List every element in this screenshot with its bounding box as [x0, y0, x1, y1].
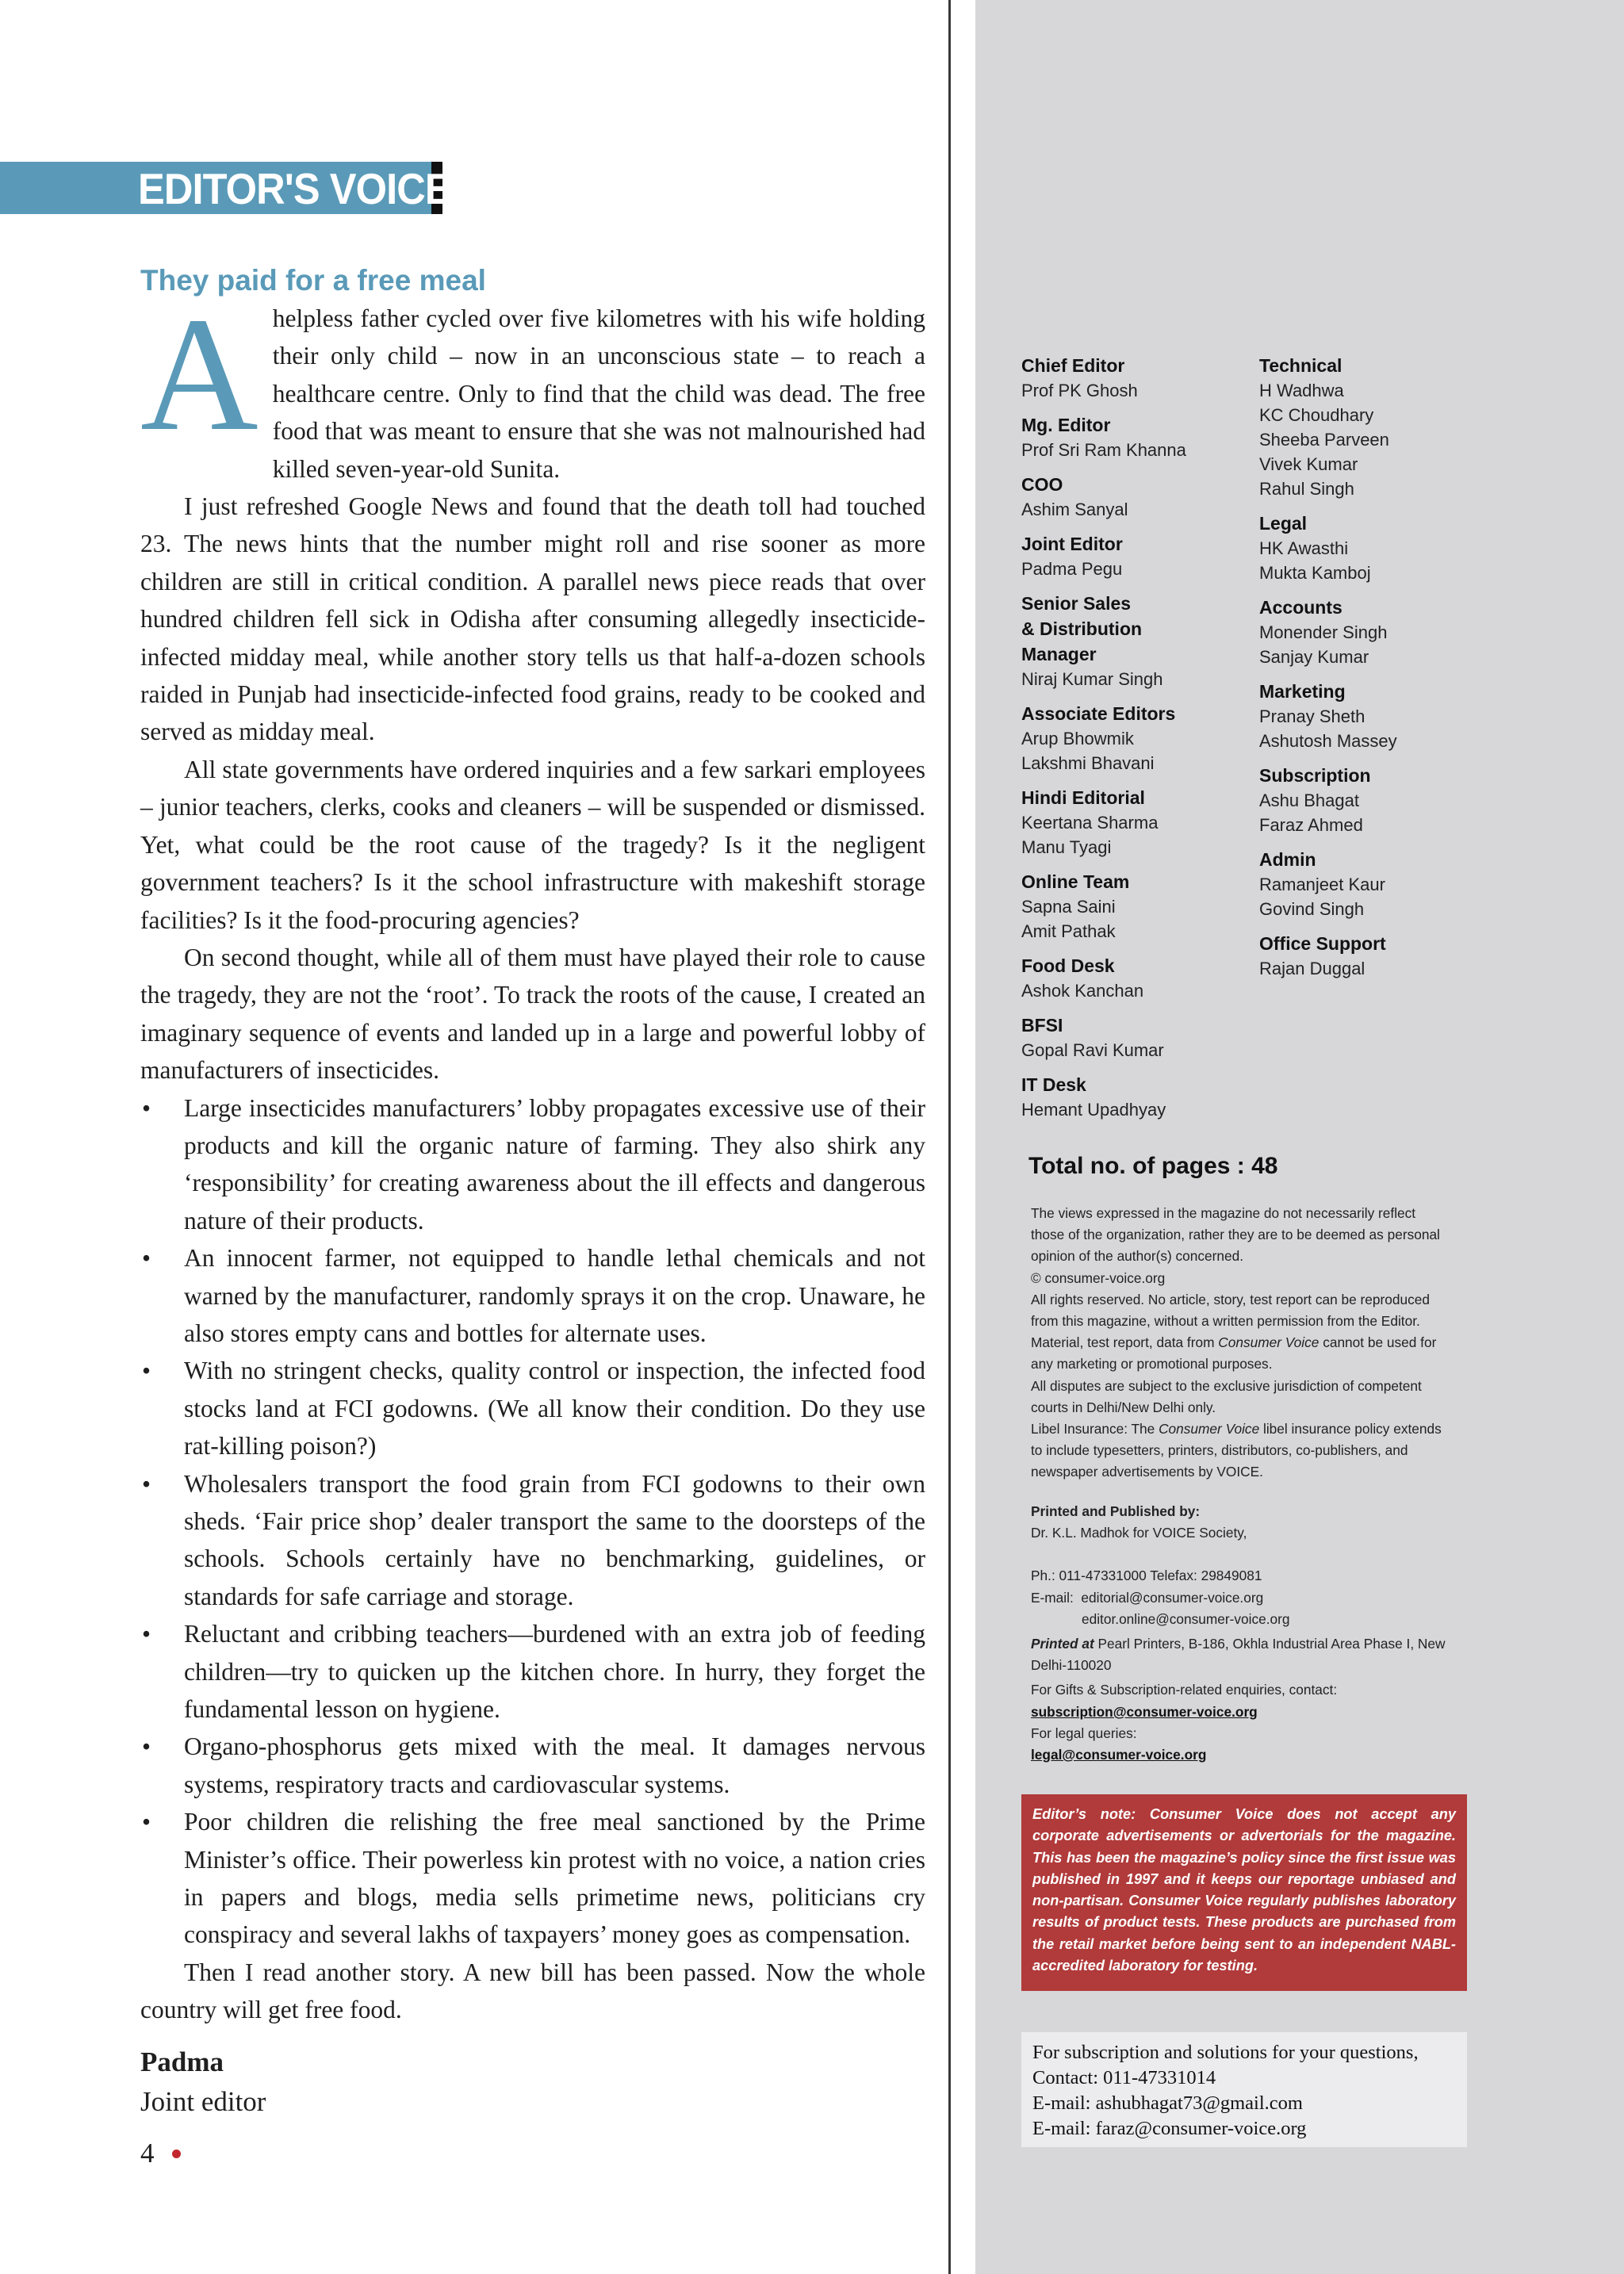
printed-at-label: Printed at	[1031, 1636, 1094, 1652]
email-link-online[interactable]: editor.online@consumer-voice.org	[1082, 1610, 1290, 1627]
masthead-role: Associate Editors	[1021, 703, 1176, 724]
masthead-role: Senior Sales & Distribution Manager	[1021, 593, 1143, 664]
masthead-role: Hindi Editorial	[1021, 787, 1145, 808]
bullet-icon: •	[142, 1093, 151, 1122]
disclaimer-disputes: All disputes are subject to the exclusive jurisdiction of competent courts in Delhi/New Delhi only.	[1031, 1377, 1422, 1415]
masthead-role: Legal	[1259, 513, 1308, 534]
masthead-group	[1021, 472, 1251, 522]
editors-note: Editor’s note: Consumer Voice does not accept any corporate advertisements or advertorials for the magazine. This has been the magazine’s policy since the first issue was published in 1997 and it keeps our reportage unbiased and non-partisan. Consumer Voice regularly publishes laboratory results of product tests. These products are purchased from the retail market before being sent to an independent NABL-accredited laboratory for testing.	[1021, 1794, 1467, 1991]
contact-email[interactable]: E-mail: faraz@consumer-voice.org	[1032, 2118, 1307, 2139]
masthead-role: Marketing	[1259, 681, 1346, 702]
article-paragraph: helpless father cycled over five kilometres with his wife holding their only child – now in an unconscious state – to reach a healthcare centre. Only to find that the child was dead. The free food that was meant to ensure that she was not malnourished had killed seven-year-old Sunita.	[272, 304, 925, 483]
masthead-name: Mukta Kamboj	[1259, 563, 1371, 583]
list-item	[140, 1465, 925, 1616]
masthead-name: Rajan Duggal	[1259, 959, 1365, 978]
disclaimer-copyright: © consumer-voice.org	[1031, 1269, 1166, 1286]
masthead-role: Subscription	[1259, 765, 1371, 786]
contact-phone: Contact: 011-47331014	[1032, 2067, 1216, 2088]
list-item-text: With no stringent checks, quality control or inspection, the infected food stocks land at FCI godowns. (We all know their condition. Do they use rat-killing poison?)	[184, 1357, 925, 1460]
masthead-role: Chief Editor	[1021, 355, 1125, 376]
masthead-group	[1021, 1072, 1251, 1122]
masthead-role: Technical	[1259, 355, 1342, 376]
rights-emphasis: Consumer Voice	[1218, 1334, 1320, 1351]
masthead-name: Sanjay Kumar	[1259, 647, 1369, 667]
masthead-right-column	[1259, 353, 1489, 990]
masthead-role: Office Support	[1259, 933, 1386, 954]
masthead-left-column	[1021, 353, 1251, 1131]
masthead-role: Online Team	[1021, 871, 1130, 892]
article-paragraph: I just refreshed Google News and found that the death toll had touched 23. The news hints that the number might roll and rise sooner as more children are still in critical condition. A parallel news piece reads that over hundred children fell sick in Odisha after consuming allegedly insecticide-infected midday meal, while another story tells us that half-a-dozen schools raided in Punjab had insecticide-infected food grains, ready to be cooked and served as midday meal.	[140, 492, 925, 746]
masthead-name: Niraj Kumar Singh	[1021, 669, 1163, 689]
list-item	[140, 1089, 925, 1240]
masthead-name: Ashok Kanchan	[1021, 981, 1144, 1001]
masthead-role: BFSI	[1021, 1015, 1063, 1036]
list-item	[140, 1352, 925, 1464]
masthead-group	[1259, 763, 1489, 837]
email-link-editorial[interactable]: editorial@consumer-voice.org	[1081, 1589, 1264, 1606]
article-paragraph: All state governments have ordered inquiries and a few sarkari employees – junior teachers, clerks, cooks and cleaners – will be suspended or dismissed. Yet, what could be the root cause of the tragedy? Is it the negligent government teachers? Is it the school infrastructure with makeshift storage facilities? Is it the food-procuring agencies?	[140, 755, 925, 934]
contact-line: For subscription and solutions for your questions,	[1032, 2042, 1419, 2063]
bullet-icon: •	[142, 1732, 151, 1761]
bullet-icon: •	[142, 1469, 151, 1498]
list-item	[140, 1615, 925, 1728]
email-label: E-mail:	[1031, 1589, 1074, 1606]
disclaimer-libel	[1031, 1418, 1451, 1483]
rights-text-end: cannot be used for any marketing or promotional purposes.	[1031, 1334, 1437, 1372]
masthead-role: Accounts	[1259, 597, 1342, 618]
masthead-name: Arup Bhowmik	[1021, 729, 1134, 748]
masthead-name: Padma Pegu	[1021, 559, 1123, 579]
subscription-email-link[interactable]: subscription@consumer-voice.org	[1031, 1703, 1258, 1720]
masthead-name: Ramanjeet Kaur	[1259, 875, 1385, 894]
cause-list	[140, 1089, 925, 1954]
legal-label: For legal queries:	[1031, 1725, 1137, 1741]
printed-published-label: Printed and Published by:	[1031, 1503, 1201, 1519]
masthead-name: Monender Singh	[1259, 622, 1388, 642]
masthead-name: Ashim Sanyal	[1021, 500, 1128, 519]
masthead-group	[1021, 785, 1251, 859]
masthead-name: KC Choudhary	[1259, 405, 1374, 425]
disclaimer-views: The views expressed in the magazine do not necessarily reflect those of the organization, rather they are to be deemed as personal opinion of the author(s) concerned.	[1031, 1205, 1440, 1265]
masthead-name: Vivek Kumar	[1259, 454, 1358, 474]
page-dot-icon	[172, 2150, 181, 2158]
article-headline: They paid for a free meal	[140, 264, 486, 297]
signature-role: Joint editor	[140, 2086, 266, 2117]
signature-name: Padma	[140, 2046, 224, 2077]
email-line	[1031, 1587, 1459, 1609]
section-title: EDITOR'S VOICE	[138, 164, 451, 213]
disclaimer	[1031, 1203, 1451, 1483]
spacer	[1031, 1544, 1459, 1565]
bullet-icon: •	[142, 1620, 151, 1648]
total-pages: Total no. of pages : 48	[1028, 1153, 1278, 1179]
masthead-role: Mg. Editor	[1021, 415, 1111, 435]
masthead-group	[1259, 931, 1489, 981]
masthead-role: COO	[1021, 474, 1063, 495]
list-item	[140, 1803, 925, 1954]
list-item-text: An innocent farmer, not equipped to handle lethal chemicals and not warned by the manufacturer, randomly sprays it on the crop. Unaware, he also stores empty cans and bottles for alternate uses.	[184, 1244, 925, 1347]
contact-email[interactable]: E-mail: ashubhagat73@gmail.com	[1032, 2092, 1303, 2114]
masthead-name: Pranay Sheth	[1259, 706, 1365, 726]
article-closing: Then I read another story. A new bill has been passed. Now the whole country will get free food.	[140, 1958, 925, 2024]
masthead-name: Amit Pathak	[1021, 921, 1116, 941]
masthead-group	[1259, 595, 1489, 669]
phone-line: Ph.: 011-47331000 Telefax: 29849081	[1031, 1568, 1262, 1584]
masthead-name: Faraz Ahmed	[1259, 815, 1363, 835]
masthead-role: IT Desk	[1021, 1074, 1086, 1095]
masthead-group	[1021, 1013, 1251, 1062]
bullet-icon: •	[142, 1244, 151, 1273]
list-item	[140, 1728, 925, 1803]
list-item-text: Reluctant and cribbing teachers—burdened with an extra job of feeding children—try to quicken up the kitchen chore. In hurry, they forget the fundamental lesson on hygiene.	[184, 1620, 925, 1724]
masthead-name: Lakshmi Bhavani	[1021, 753, 1155, 773]
masthead-group	[1259, 847, 1489, 921]
drop-cap: A	[140, 283, 259, 465]
legal-email-link[interactable]: legal@consumer-voice.org	[1031, 1747, 1207, 1763]
masthead-group	[1021, 353, 1251, 403]
masthead-name: Hemant Upadhyay	[1021, 1100, 1166, 1120]
masthead-group	[1021, 412, 1251, 462]
gifts-label: For Gifts & Subscription-related enquiries, contact:	[1031, 1682, 1338, 1698]
masthead-group	[1021, 869, 1251, 944]
masthead-name: Prof Sri Ram Khanna	[1021, 440, 1186, 460]
masthead-role: Joint Editor	[1021, 534, 1123, 554]
masthead-group	[1021, 953, 1251, 1003]
contact-box	[1021, 2032, 1467, 2147]
printed-published-by: Dr. K.L. Madhok for VOICE Society,	[1031, 1525, 1247, 1541]
printed-at-line	[1031, 1633, 1459, 1676]
masthead-group	[1259, 511, 1489, 585]
article-body	[140, 283, 925, 2029]
masthead-group	[1021, 701, 1251, 775]
list-item-text: Wholesalers transport the food grain from FCI godowns to their own sheds. ‘Fair price shop’ dealer transport the same to the doorsteps of the schools. Schools certainly have no benchmarking, guidelines, or standards for safe carriage and storage.	[184, 1469, 925, 1610]
masthead-group	[1021, 591, 1251, 691]
masthead-name: Keertana Sharma	[1021, 813, 1159, 833]
masthead-role: Admin	[1259, 849, 1316, 870]
libel-emphasis: Consumer Voice	[1159, 1421, 1260, 1438]
masthead-role: Food Desk	[1021, 955, 1115, 976]
printed-at-address: Pearl Printers, B-186, Okhla Industrial Area Phase I, New Delhi-110020	[1031, 1636, 1446, 1674]
page-number: 4	[140, 2138, 155, 2169]
masthead-group	[1259, 353, 1489, 501]
masthead-name: H Wadhwa	[1259, 381, 1344, 400]
masthead-group	[1021, 531, 1251, 581]
masthead-name: Manu Tyagi	[1021, 837, 1112, 857]
list-item-text: Organo-phosphorus gets mixed with the meal. It damages nervous systems, respiratory tracts and cardiovascular systems.	[184, 1732, 925, 1798]
masthead-group	[1259, 679, 1489, 753]
libel-text-end: libel insurance policy extends to include typesetters, printers, distributors, co-publishers, and newspaper advertisements by VOICE.	[1031, 1421, 1442, 1480]
column-divider	[948, 0, 951, 2274]
disclaimer-rights	[1031, 1289, 1451, 1376]
article-paragraph: On second thought, while all of them must have played their role to cause the tragedy, they are not the ‘root’. To track the roots of the cause, I created an imaginary sequence of events and landed up in a large and powerful lobby of manufacturers of insecticides.	[140, 943, 925, 1085]
bullet-icon: •	[142, 1808, 151, 1836]
masthead-name: HK Awasthi	[1259, 538, 1349, 558]
bullet-icon: •	[142, 1357, 151, 1385]
masthead-name: Gopal Ravi Kumar	[1021, 1040, 1164, 1060]
masthead-name: Sapna Saini	[1021, 897, 1116, 917]
masthead-name: Ashu Bhagat	[1259, 791, 1359, 810]
masthead-name: Ashutosh Massey	[1259, 731, 1397, 751]
masthead-name: Sheeba Parveen	[1259, 430, 1389, 450]
masthead-name: Prof PK Ghosh	[1021, 381, 1138, 400]
list-item-text: Poor children die relishing the free meal sanctioned by the Prime Minister’s office. Their powerless kin protest with no voice, a nation cries in papers and blogs, media sells primetime news, politicians cry conspiracy and several lakhs of taxpayers’ money goes as compensation.	[184, 1808, 925, 1949]
publisher-info	[1031, 1501, 1459, 1766]
masthead-name: Govind Singh	[1259, 899, 1365, 919]
masthead-name: Rahul Singh	[1259, 479, 1354, 499]
rights-text: All rights reserved. No article, story, test report can be reproduced from this magazine, without a written permission from the Editor. Material, test report, data from	[1031, 1291, 1430, 1351]
libel-text: Libel Insurance: The	[1031, 1421, 1159, 1438]
list-item	[140, 1239, 925, 1352]
list-item-text: Large insecticides manufacturers’ lobby propagates excessive use of their products and kill the organic nature of farming. They also shirk any ‘responsibility’ for creating awareness about the ill effects and dangerous nature of their products.	[184, 1093, 925, 1235]
